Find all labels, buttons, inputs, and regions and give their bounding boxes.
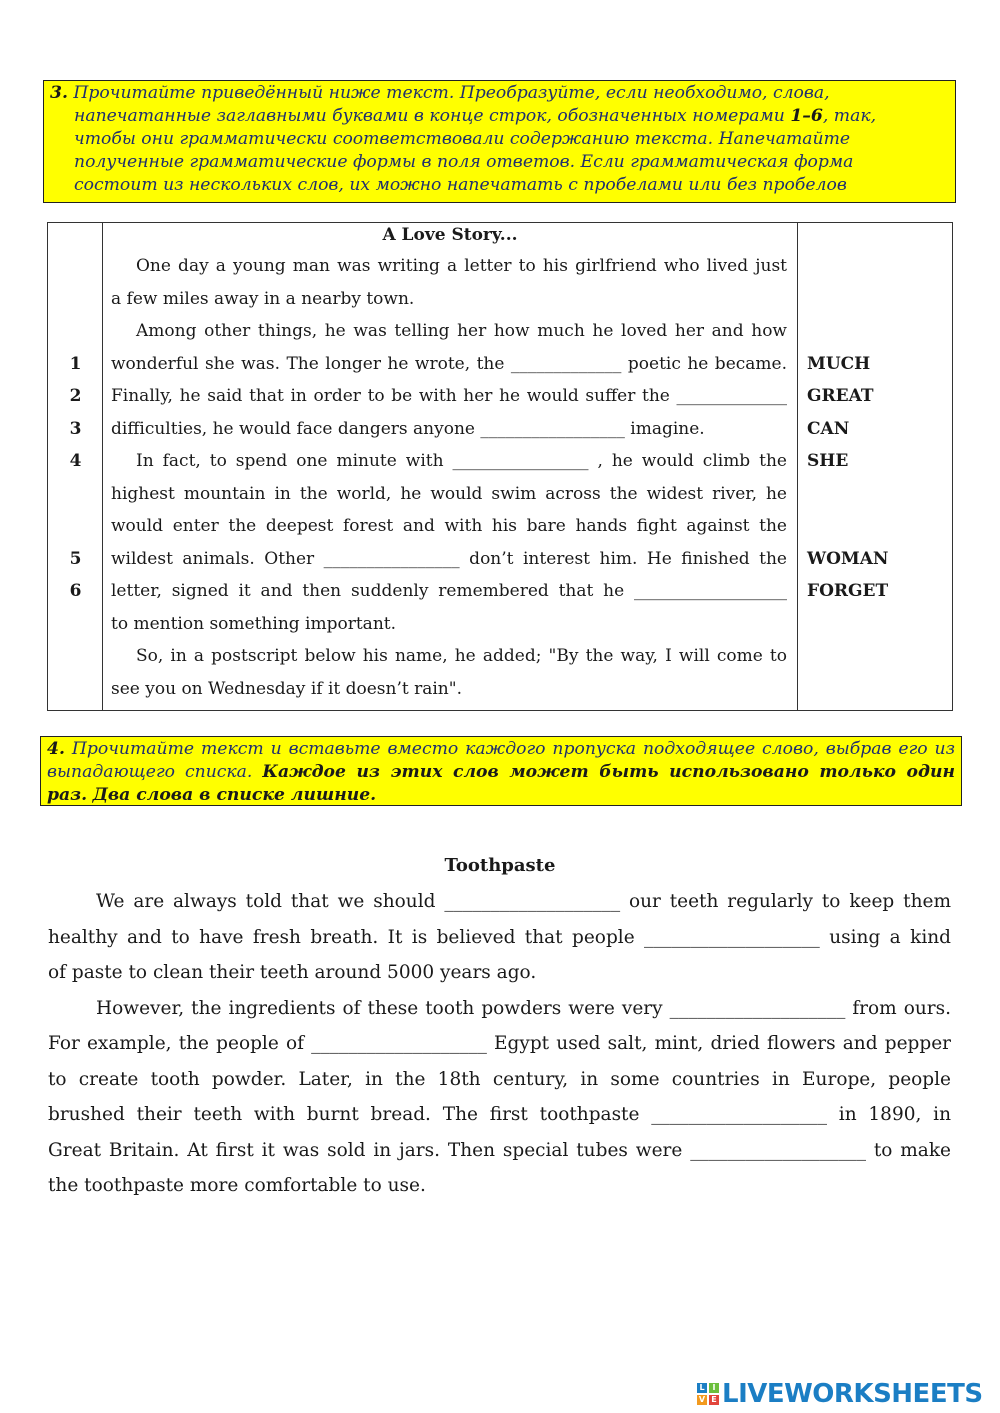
task-3-line-4: полученные грамматические формы в поля ответов. Если грамматическая форма [74, 152, 854, 172]
gap-number: 4 [69, 451, 82, 471]
toothpaste-line: brushed their teeth with burnt bread. The first toothpaste ___________________ in 1890, in [48, 1104, 951, 1125]
keyword: SHE [807, 451, 849, 471]
task-4-intro: Прочитайте текст и вставьте вместо каждого пропуска подходящее слово, выбрав его из выпадающего списка. [47, 739, 955, 782]
story-table [47, 222, 953, 711]
story-line: wildest animals. Other ________________ don’t interest him. He finished the [111, 548, 787, 569]
task-3-line-5: состоит из нескольких слов, их можно напечатать с пробелами или без пробелов [74, 175, 847, 195]
task-3-line-1: 3. Прочитайте приведённый ниже текст. Преобразуйте, если необходимо, слова, [50, 83, 830, 103]
keyword: GREAT [807, 386, 874, 406]
story-row [48, 380, 952, 413]
logo-text: LIVEWORKSHEETS [722, 1379, 983, 1409]
keyword: CAN [807, 418, 850, 439]
keyword: FORGET [807, 581, 889, 601]
story-row [48, 348, 952, 381]
story-row [48, 283, 952, 316]
story-line: Among other things, he was telling her how much he loved her and how [136, 321, 787, 341]
keyword: WOMAN [807, 548, 889, 569]
toothpaste-line: We are always told that we should ___________________ our teeth regularly to keep them [96, 891, 951, 912]
task-3-instructions [43, 80, 956, 203]
task-3-number: 3. [50, 83, 68, 103]
story-title: A Love Story... [382, 225, 518, 245]
toothpaste-line: the toothpaste more comfortable to use. [48, 1175, 426, 1196]
liveworksheets-logo[interactable] [697, 1377, 983, 1411]
toothpaste-line: Great Britain. At first it was sold in jars. Then special tubes were ___________________ to make [48, 1139, 951, 1161]
story-row [48, 510, 952, 543]
story-row [48, 315, 952, 348]
toothpaste-line: to create tooth powder. Later, in the 18th century, in some countries in Europe, people [48, 1068, 951, 1090]
task-4-number: 4. [47, 739, 65, 759]
story-line: a few miles away in a nearby town. [111, 288, 415, 309]
story-line: letter, signed it and then suddenly remembered that he __________________ [111, 581, 787, 601]
story-row [48, 575, 952, 608]
story-row [48, 640, 952, 673]
story-line: difficulties, he would face dangers anyone _________________ imagine. [111, 418, 705, 439]
toothpaste-title: Toothpaste [444, 855, 556, 876]
gap-number: 6 [69, 581, 82, 601]
story-row [48, 673, 952, 706]
keyword: MUCH [807, 353, 871, 374]
task-3-line-2: напечатанные заглавными буквами в конце строк, обозначенных номерами 1–6, так, [74, 106, 877, 126]
story-line: see you on Wednesday if it doesn’t rain". [111, 678, 462, 699]
story-row [48, 608, 952, 641]
story-row [48, 413, 952, 446]
logo-mark-icon: L I V E [697, 1383, 719, 1405]
story-line: In fact, to spend one minute with ________________ , he would climb the [136, 451, 787, 471]
task-4-extra-note: Два слова в списке лишние. [92, 785, 377, 805]
story-row [48, 250, 952, 283]
task-3-range: 1–6 [790, 106, 823, 126]
gap-number: 2 [69, 386, 82, 406]
gap-number: 3 [69, 418, 82, 439]
toothpaste-line: healthy and to have fresh breath. It is believed that people ___________________ using a kind [48, 926, 951, 948]
toothpaste-line: However, the ingredients of these tooth powders were very ___________________ from ours. [96, 997, 951, 1019]
task-4-instructions [40, 736, 962, 806]
story-line: So, in a postscript below his name, he added; "By the way, I will come to [136, 646, 787, 666]
story-line: One day a young man was writing a letter to his girlfriend who lived just [136, 256, 787, 276]
story-row [48, 543, 952, 576]
gap-number: 5 [69, 548, 82, 569]
story-line: highest mountain in the world, he would swim across the widest river, he [111, 483, 787, 504]
task-4-rule: Каждое из этих слов может быть использовано только один раз. [47, 762, 955, 805]
story-line: would enter the deepest forest and with his bare hands fight against the [111, 516, 787, 536]
toothpaste-line: For example, the people of ___________________ Egypt used salt, mint, dried flowers and pepper [48, 1033, 951, 1054]
toothpaste-line: of paste to clean their teeth around 5000 years ago. [48, 962, 537, 983]
task-3-line-3: чтобы они грамматически соответствовали содержанию текста. Напечатайте [74, 129, 851, 149]
story-line: wonderful she was. The longer he wrote, the _____________ poetic he became. [111, 353, 787, 374]
story-line: Finally, he said that in order to be with her he would suffer the _____________ [111, 386, 787, 406]
story-row [48, 445, 952, 478]
story-line: to mention something important. [111, 613, 396, 634]
story-row [48, 478, 952, 511]
gap-number: 1 [69, 353, 82, 374]
